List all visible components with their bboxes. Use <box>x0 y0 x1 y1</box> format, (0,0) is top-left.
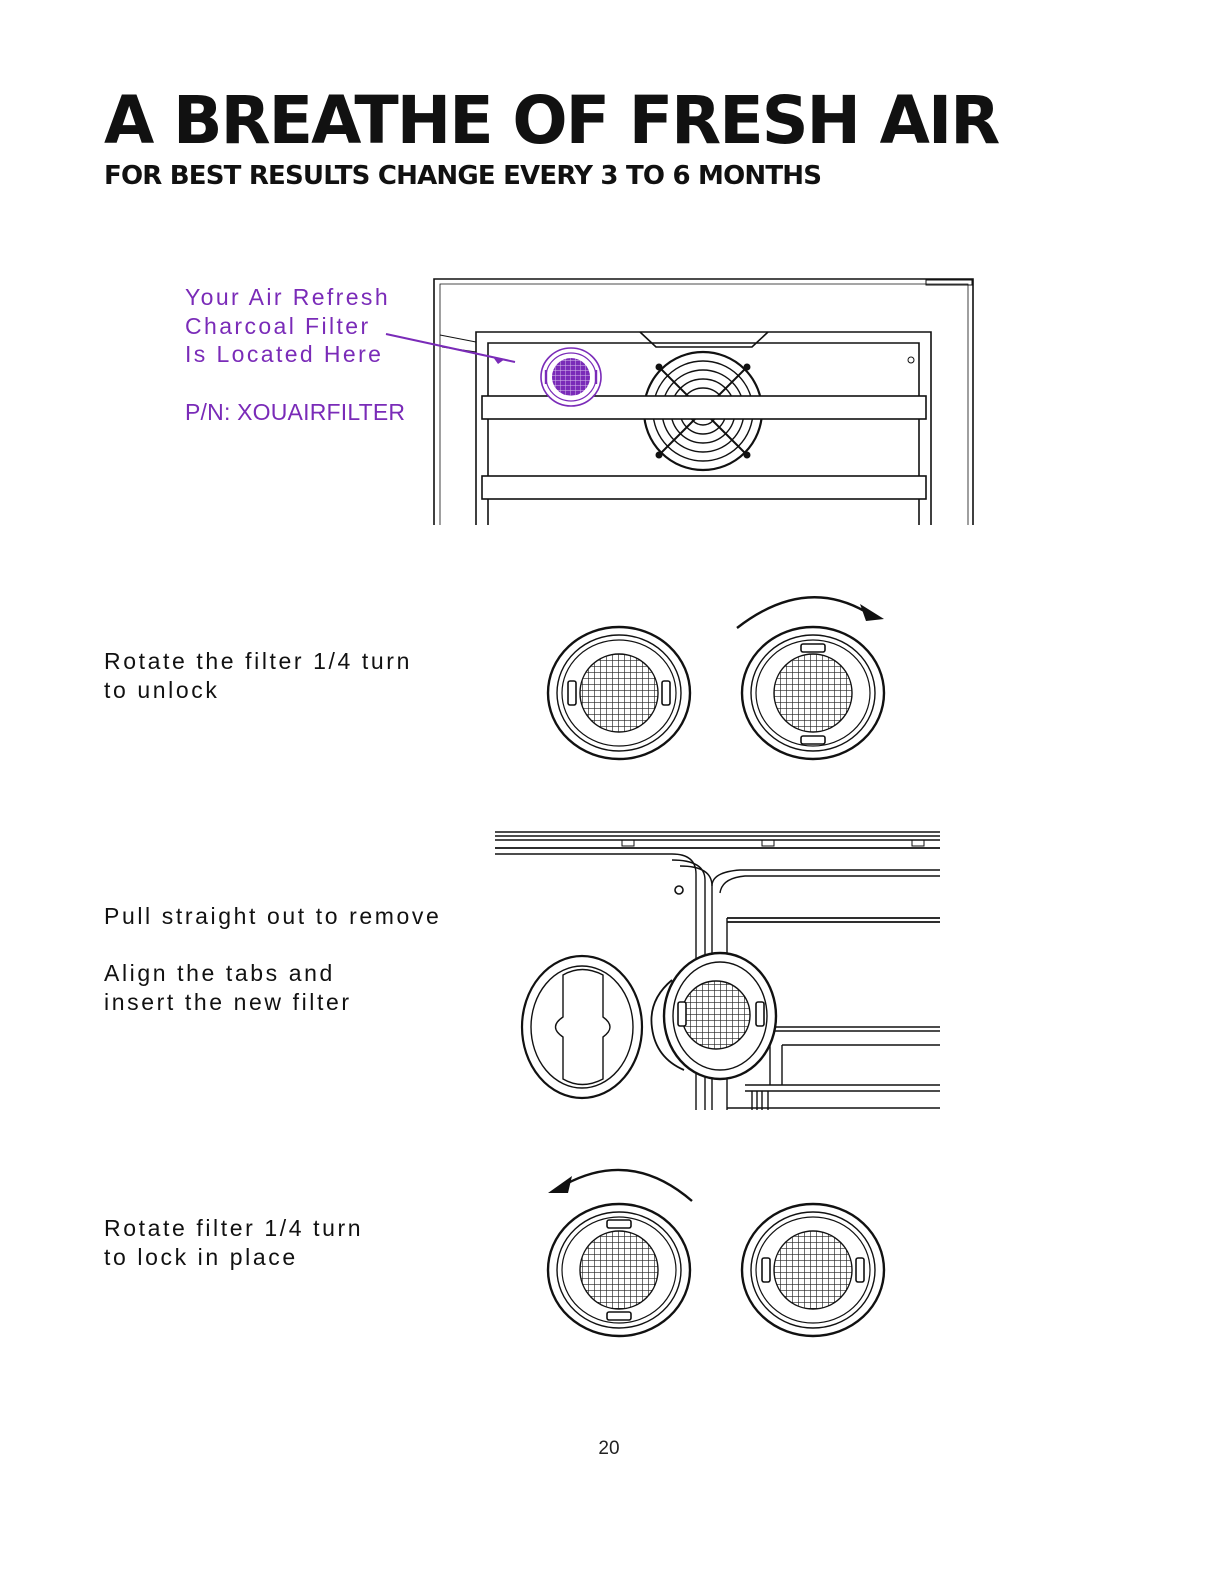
filter-cap-locked <box>742 1204 884 1336</box>
page-number: 20 <box>598 1438 620 1459</box>
step-3-line-2: insert the new filter <box>104 989 352 1015</box>
step-1-line-2: to unlock <box>104 677 220 703</box>
callout-line-3: Is Located Here <box>185 341 384 367</box>
callout-line-2: Charcoal Filter <box>185 312 371 339</box>
page-subtitle: FOR BEST RESULTS CHANGE EVERY 3 TO 6 MONTHS <box>104 161 822 191</box>
step-1-line-1: Rotate the filter 1/4 turn <box>104 648 412 674</box>
step-2-line-1: Pull straight out to remove <box>104 903 442 929</box>
step-3-line-1: Align the tabs and <box>104 960 335 986</box>
part-number: P/N: XOUAIRFILTER <box>185 398 406 425</box>
page-title: A BREATHE OF FRESH AIR <box>104 82 999 159</box>
step-4-line-2: to lock in place <box>104 1244 298 1270</box>
filter-cap-unlocked <box>548 1204 690 1336</box>
counterclockwise-arrow-icon <box>548 1170 692 1201</box>
step-4-line-1: Rotate filter 1/4 turn <box>104 1215 364 1241</box>
callout-line-1: Your Air Refresh <box>185 284 391 310</box>
